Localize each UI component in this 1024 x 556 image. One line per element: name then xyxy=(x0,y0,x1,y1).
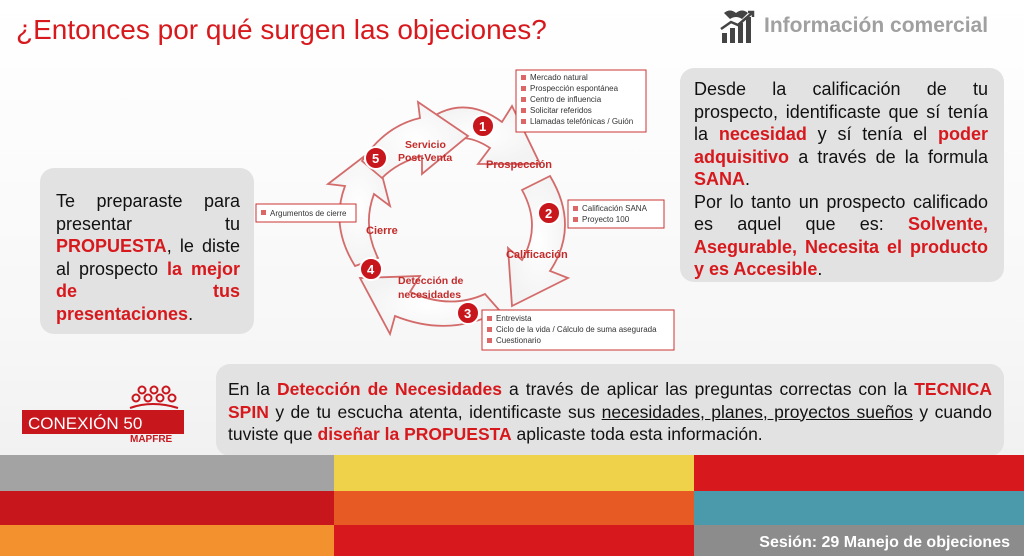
bottom-note-propuesta: diseñar la PROPUESTA xyxy=(317,424,512,444)
svg-text:Centro de influencia: Centro de influencia xyxy=(530,95,602,104)
svg-text:Proyecto 100: Proyecto 100 xyxy=(582,215,630,224)
svg-text:Llamadas telefónicas / Guión: Llamadas telefónicas / Guión xyxy=(530,117,634,126)
svg-text:Ciclo de la vida / Cálculo de: Ciclo de la vida / Cálculo de suma asegurada xyxy=(496,325,657,334)
left-note xyxy=(40,168,254,334)
stage-cierre: Cierre xyxy=(366,225,398,237)
bottom-note-underlined: necesidades, planes, proyectos sueños xyxy=(601,401,913,422)
brand-label: Información comercial xyxy=(764,14,989,37)
svg-text:2: 2 xyxy=(545,206,553,221)
left-note-highlight: la mejor de tus presentaciones xyxy=(56,258,240,324)
left-note-text-2: , le diste al prospecto xyxy=(56,236,240,279)
svg-text:Solicitar referidos: Solicitar referidos xyxy=(530,106,592,115)
stage-deteccion-l2: necesidades xyxy=(398,289,462,301)
svg-text:3: 3 xyxy=(464,306,472,321)
stage-servicio-l2: Post-Venta xyxy=(398,152,453,164)
left-note-propuesta: PROPUESTA xyxy=(56,236,167,256)
right-note-period: . xyxy=(745,169,751,189)
stage-prospeccion: Prospección xyxy=(486,159,553,171)
logo-mapfre: MAPFRE xyxy=(130,434,173,444)
right-note-necesidad: necesidad xyxy=(718,124,807,144)
bottom-note-text-3: y de tu escucha atenta, identificaste sus xyxy=(268,401,602,422)
bottom-note-text-5: aplicaste toda esta información. xyxy=(511,424,763,444)
bottom-note-text: En la xyxy=(228,379,277,399)
brand-header xyxy=(718,6,1018,46)
logo-text: CONEXIÓN 50 xyxy=(28,414,143,433)
svg-text:Argumentos de cierre: Argumentos de cierre xyxy=(270,209,347,218)
stage-deteccion-l1: Detección de xyxy=(398,275,464,287)
right-note-criteria: Solvente, Asegurable, Necesita el producto y es Accesible xyxy=(694,214,988,279)
bottom-note-text-4: y cuando tuviste que xyxy=(228,401,992,444)
conexion-people-logo xyxy=(130,387,178,409)
svg-text:Entrevista: Entrevista xyxy=(496,314,532,323)
left-note-text: Te preparaste para presentar tu xyxy=(56,191,240,234)
right-note-sana: SANA xyxy=(694,169,746,189)
left-note-period: . xyxy=(188,303,194,324)
right-note xyxy=(680,68,1004,282)
svg-text:Mercado natural: Mercado natural xyxy=(530,73,588,82)
right-note-text-4: Por lo tanto un prospecto calificado es aquel que es: xyxy=(694,191,988,234)
handshake-chart-icon xyxy=(718,7,756,45)
session-label: Sesión: 29 Manejo de objeciones xyxy=(759,534,1010,551)
badge-1 xyxy=(472,115,494,137)
conexion-logo xyxy=(22,384,202,444)
bottom-note-text-2: a través de aplicar las preguntas correctas con la xyxy=(502,379,915,399)
right-note-text-3: a través de la formula xyxy=(789,146,988,167)
right-note-text: Desde la calificación de tu prospecto, identificaste que sí tenía la xyxy=(694,79,988,144)
badge-3 xyxy=(457,302,479,324)
detail-box-deteccion xyxy=(482,310,674,350)
badge-5 xyxy=(365,147,387,169)
badge-4 xyxy=(360,258,382,280)
arrow-calificacion xyxy=(508,176,568,306)
detail-box-cierre xyxy=(256,204,356,222)
detail-box-calificacion xyxy=(568,200,664,228)
svg-text:Calificación SANA: Calificación SANA xyxy=(582,204,647,213)
svg-text:4: 4 xyxy=(367,262,375,277)
bottom-note xyxy=(216,364,1004,456)
right-note-poder: poder adquisitivo xyxy=(694,124,988,167)
svg-text:Prospección espontánea: Prospección espontánea xyxy=(530,84,619,93)
svg-text:Cuestionario: Cuestionario xyxy=(496,336,541,345)
page-title: ¿Entonces por qué surgen las objeciones? xyxy=(16,14,547,45)
sales-cycle-diagram xyxy=(250,66,680,362)
bottom-note-deteccion: Detección de Necesidades xyxy=(276,379,503,399)
svg-text:1: 1 xyxy=(479,119,487,134)
right-note-period-2: . xyxy=(817,259,823,279)
detail-box-prospeccion xyxy=(516,70,646,132)
stage-servicio-l1: Servicio xyxy=(405,139,446,151)
svg-text:5: 5 xyxy=(372,151,380,166)
stage-calificacion: Calificación xyxy=(506,249,568,261)
badge-2 xyxy=(538,202,560,224)
right-note-text-2: y sí tenía el xyxy=(806,124,938,144)
bottom-note-spin: TECNICA SPIN xyxy=(228,379,992,422)
